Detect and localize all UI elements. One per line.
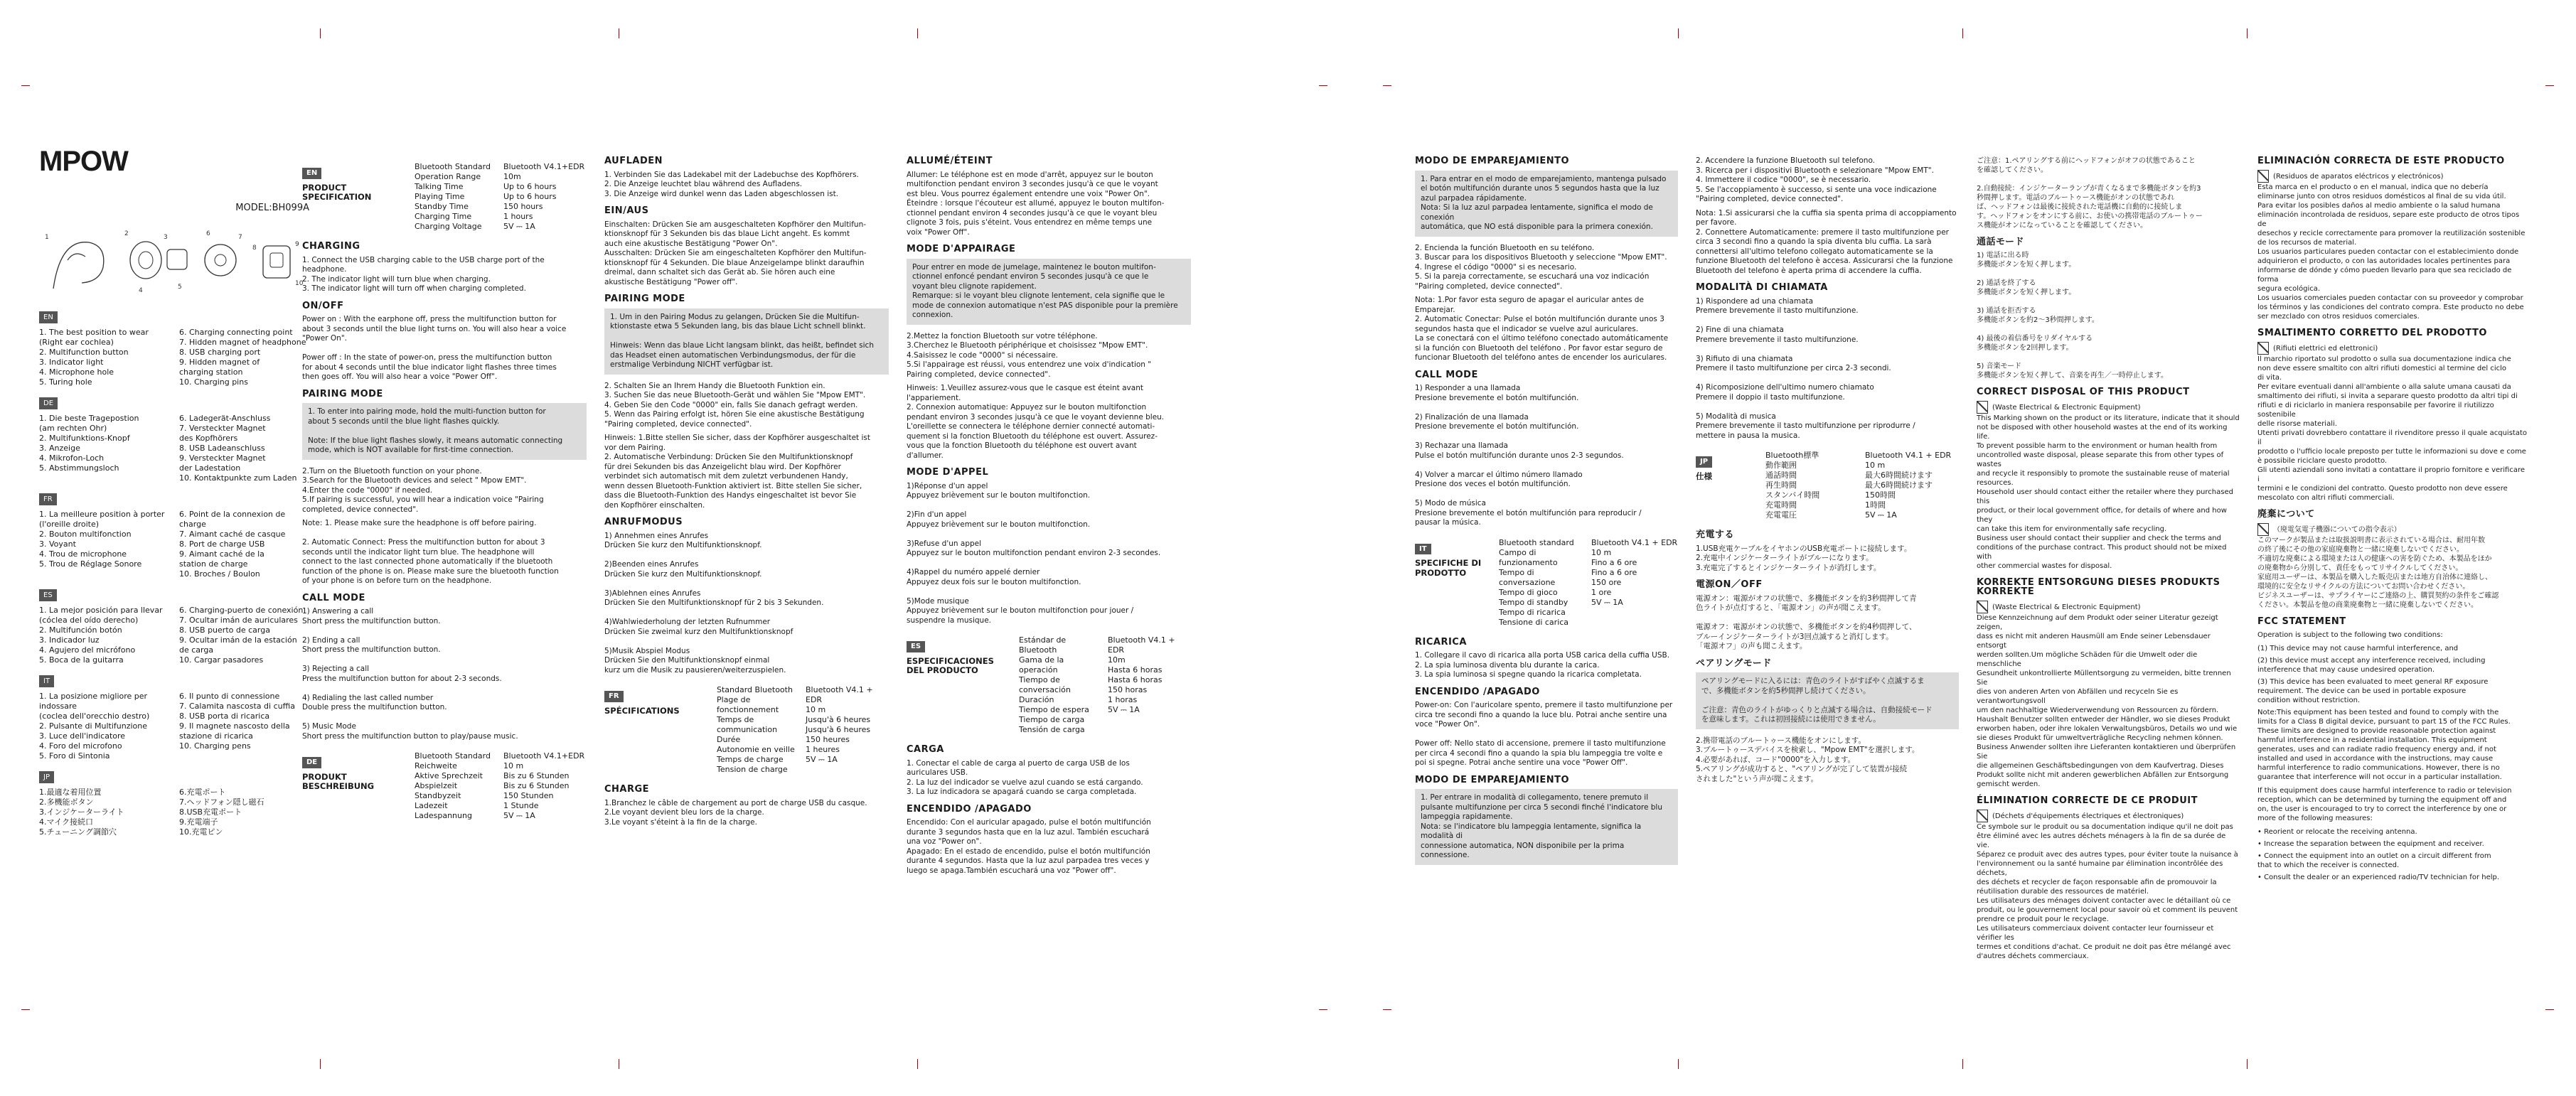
spec-label: PRODUCT SPECIFICATION: [302, 182, 372, 202]
note-text: Note: 1. Please make sure the headphone is off before pairing. 2. Automatic Connect: Press the multifunction button for about 3 seconds until the indicator light turn blue. The headphone will connect to the last connected phone automatically if the bluetooth function of the phone is on. Please make sure the bluetooth function of your phone is on before turn on the headphone.: [302, 519, 559, 585]
panel-french: [907, 156, 1191, 880]
llamada-text: 1) Responder a una llamada Presione brevemente el botón multifunción. 2) Finalización de una llamada Presione brevemente el botón multifunción. 3) Rechazar una llamada Pulse el botón multifunción durante unos 2-3 segundos. 4) Volver a marcar el último número llamado Presione dos veces el botón multifunción. 5) Modo de música Presione brevemente el botón multifunción para reproducir / pausar la música.: [1415, 384, 1642, 527]
call-text: 1) Answering a call Short press the multifunction button. 2) Ending a call Short press the multifunction button. 3) Rejecting a call Press the multifunction button for about 2-3 seconds. 4) Redialing the last called number Double press the multifunction button. 5) Music Mode Short press the multifunction button to play/pause music.: [302, 607, 518, 741]
lang-tag-es: ES: [39, 589, 57, 601]
section-heading: MODO DE EMPAREJAMIENTO: [1415, 156, 1570, 166]
nota-text: Nota: 1.Por favor esta seguro de apagar el auricular antes de Emparejar. 2. Automatic Conectar: Pulse el botón multifunción durante unos 3 segundos hasta que el indicador se vuelve azul auriculares. La se conectará con el último teléfono conectado automáticamente si la función con Bluetooth del teléfono . Por favor estar seguro de funcionar Bluetooth del teléfono antes de encender los auriculares.: [1415, 296, 1669, 362]
diagram-label: 3: [164, 234, 168, 241]
section-heading: MODE D'APPAIRAGE: [907, 244, 1016, 254]
spec-table-fr: FR SPÉCIFICATIONS Standard Bluetooth Plage de fonctionnement Temps de communication Durée Autonomie en veille Temps de charge Tension de charge Bluetooth V4.1 + EDR 10 m Jusqu'à 6 heures Jusqu'à 6 heures 150 heures 1 heures 5V ⎓ 1A: [604, 685, 873, 774]
section-heading: 電源ON／OFF: [1696, 579, 1763, 590]
hinweis-text: Hinweis: 1.Bitte stellen Sie sicher, dass der Kopfhörer ausgeschaltet ist vor dem Pairing. 2. Automatische Verbindung: Drücken Sie den Multifunktionsknopf für drei Sekunden bis das Anzeigelicht blau wird. Der Kopfhörer verbindet sich automatisch mit dem zuletzt verbundenen Handy, wenn dessen Bluetooth-Funktion aktiviert ist. Bitte stellen Sie sicher, dass die Bluetooth-Funktion des Handys eingeschaltet ist bevor Sie den Kopfhörer einschalten.: [604, 434, 870, 510]
onoff-text-jp: 電源オン：電源がオフの状態で、多機能ボタンを約3秒間押して青 色ライトが点灯すると、「電源オン」の声が聞こえます。 電源オフ：電源がオンの状態で、多機能ボタンを約4秒間押して、 ブルーインジケーターライトが3回点滅すると消灯します。 「電源オフ」の声も聞こえます。: [1696, 593, 1917, 650]
lang-tag-de: DE: [302, 757, 321, 768]
fcc-item: (1) This device may not cause harmful interference, and: [2257, 645, 2459, 652]
diagram-label: 10: [295, 280, 304, 287]
spec-label: 仕様: [1696, 471, 1712, 481]
pairing-note-box: 1. To enter into pairing mode, hold the multi-function button for about 5 seconds until the blue light flashes quickly. Note: If the blue light flashes slowly, it means automatic connecting mode, which is NOT available for first-time connection.: [302, 403, 587, 460]
diagram-label: 7: [238, 234, 242, 241]
section-heading: PAIRING MODE: [302, 388, 383, 399]
accoppiamento-text: 2. Accendere la funzione Bluetooth sul telefono. 3. Ricerca per i dispositivi Bluetooth e selezionare "Mpow EMT". 4. Immettere il codice "0000", se è necessario. 5. Se l'accoppiamento è successo, si sente una voce indicazione "Pairing completed, device connected".: [1696, 156, 1937, 203]
lang-tag-en: EN: [39, 311, 58, 323]
section-heading: RICARICA: [1415, 636, 1467, 648]
fcc-measure: • Consult the dealer or an experienced radio/TV technician for help.: [2257, 874, 2500, 881]
lang-tag-fr: FR: [39, 493, 57, 505]
note-text-jp: ご注意：1.ペアリングする前にヘッドフォンがオフの状態であること を確認してください。 2.自動接続：インジケーターランプが青くなるまで多機能ボタンを約3 秒間押します。電話のブルートゥース機能がオンの状態であれ ば、ヘッドフォンは最後に接続された電話機に自動的に接続しま す。ヘッドフォンをオンにする前に、お使いの携帯電話のブルートゥー ス機能がオンになっていることを確認してください。: [1977, 157, 2203, 230]
fcc-measure: • Reorient or relocate the receiving antenna.: [2257, 828, 2417, 836]
diagram-label: 8: [252, 245, 257, 252]
weee-bin-icon: [1977, 401, 1988, 414]
section-heading: FCC STATEMENT: [2257, 616, 2346, 627]
section-heading: 通話モード: [1977, 237, 2024, 247]
section-heading: MODE D'APPEL: [907, 467, 989, 478]
section-heading: ANRUFMODUS: [604, 517, 683, 527]
pairing-text: 2. Schalten Sie an Ihrem Handy die Bluetooth Funktion ein. 3. Suchen Sie das neue Bluetooth-Gerät und wählen Sie "Mpow EMT". 4. Geben Sie den Code "0000" ein, falls Sie danach gefragt werden. 5. Wenn das Pairing erfolgt ist, hören Sie eine akustische Bestätigung "Pairing completed, device connected".: [604, 381, 866, 429]
panel-spanish: [1415, 156, 1678, 872]
section-heading: CORRECT DISPOSAL OF THIS PRODUCT: [1977, 387, 2190, 397]
section-heading: SMALTIMENTO CORRETTO DEL PRODOTTO: [2257, 328, 2487, 338]
diagram-label: 6: [206, 230, 210, 237]
charging-text: 1. Connect the USB charging cable to the USB charge port of the headphone. 2. The indicator light will turn blue when charging. 3. The indicator light will turn off when charging completed.: [302, 255, 545, 293]
section-heading: EIN/AUS: [604, 205, 649, 216]
lang-tag-fr: FR: [604, 691, 624, 702]
call-text-jp: 1) 電話に出る時 多機能ボタンを短く押します。 2) 通話を終了する 多機能ボタンを短く押します。 3) 通話を拒否する 多機能ボタンを約2〜3秒間押します。 4) 最後の着信番号をリダイヤルする 多機能ボタンを2回押します。 5) 音楽モード 多機能ボタンを短く押して、音楽を再生／一時停止します。: [1977, 252, 2168, 380]
weee-bin-icon: [1977, 601, 1988, 613]
fcc-intro: Operation is subject to the following two conditions:: [2257, 631, 2443, 639]
lang-tag-jp: JP: [39, 771, 54, 783]
parts-list-fr: 1. La meilleure position à porter (l'oreille droite) 2. Bouton multifonction 3. Voyant 4. Trou de microphone 5. Trou de Réglage Sonore 6. Point de la connexion de charge 7. Aimant caché de casque 8. Port de charge USB 9. Aimant caché de la station de charge 10. Broches / Boulon: [39, 510, 286, 579]
anruf-text: 1) Annehmen eines Anrufes Drücken Sie kurz den Multifunktionsknopf. 2)Beenden eines Anrufes Drücken Sie kurz den Multifunktionsknopf. 3)Ablehnen eines Anrufes Drücken Sie den Multifunktionsknopf für 2 bis 3 Sekunden. 4)Wahlwiederholung der letzten Rufnummer Drücken Sie zweimal kurz den Multifunktionsknopf 5)Musik Abspiel Modus Drücken Sie den Multifunktionsknopf einmal kurz um die Musik zu pausieren/weiterzuspielen.: [604, 531, 824, 675]
remarque-text: Hinweis: 1.Veuillez assurez-vous que le casque est éteint avant l'appariement. 2. Connexion automatique: Appuyez sur le bouton multifonction pendant environ 3 secondes jusqu'à ce que le voyant devienne bleu. L'oreillette se connectera le téléphone dernier connecté automati- quement si la fonction Bluetooth du téléphone est ouvert. Assurez- vous que la fonction Bluetooth du téléphone est ouvert avant d'allumer.: [907, 384, 1165, 460]
panel-disposal-fcc: [2257, 156, 2528, 885]
section-heading: ALLUMÉ/ÉTEINT: [907, 156, 993, 166]
section-heading: CARGA: [907, 744, 944, 755]
lang-tag-es: ES: [907, 641, 925, 652]
disposal-text-es: (Residuos de aparatos eléctricos y electrónicos) Esta marca en el producto o en el manual, indica que no debería eliminarse junto con otros residuos domésticos al final de su vida útil. Para evitar los posibles daños al medio ambiente o la salud humana eliminación incontrolada de residuos, separe este producto de otros tipos de desechos y recicle correctamente para promover la reutilización sostenible de los recursos de material. Los usuarios particulares pueden contactar con el establecimiento donde adquirieron el producto, o con las autoridades locales pertinentes para informarse de dónde y cómo pueden llevarlo para que sea reciclado de forma segura ecológica. Los usuarios comerciales pueden contactar con su proveedor y comprobar los términos y las condiciones del contrato compra. Este producto no debe ser mezclado con otros residuos comerciales.: [2257, 170, 2528, 321]
weee-bin-icon: [2257, 170, 2269, 183]
weee-bin-icon: [2257, 523, 2269, 536]
spec-label: SPECIFICHE DI PRODOTTO: [1415, 558, 1482, 578]
lang-tag-jp: JP: [1696, 456, 1712, 468]
panel-german: [604, 156, 889, 832]
lang-tag-it: IT: [1415, 544, 1431, 555]
encendido-text: Encendido: Con el auricular apagado, pulse el botón multifunción durante 3 segundos hasta que en la luz azul. También escuchará una voz "Power on". Apagado: En el estado de encendido, pulse el botón multifunción durante 4 segundos. Hasta que la luz azul parpadea tres veces y luego se apaga.También escuchará una voz "Power off".: [907, 818, 1151, 875]
allume-text: Allumer: Le téléphone est en mode d'arrêt, appuyez sur le bouton multifonction pendant environ 3 secondes jusqu'à ce que le voyant est bleu. Vous pourrez également entendre une voix "Power On". Éteindre : lorsque l'écouteur est allumé, appuyez le bouton multifon- ctionnel pendant environ 4 secondes jusqu'à ce que le voyant bleu clignote 3 fois, puis s'éteint. Vous entendrez en même temps une voix "Power Off".: [907, 170, 1165, 237]
section-heading: ENCENDIDO /APAGADO: [1415, 686, 1540, 697]
pairing-note-box: 1. Per entrare in modalità di collegamento, tenere premuto il pulsante multifunzione per circa 5 secondi finché l'indicatore blu lampeggia rapidamente. Nota: se l'indicatore blu lampeggia lentamente, significa la modalità di connessione automatica, NON disponibile per la prima connessione.: [1415, 789, 1678, 865]
pairing-note-box: 1. Para entrar en el modo de emparejamiento, mantenga pulsado el botón multifunción durante unos 5 segundos hasta que la luz azul parpadea rápidamente. Nota: Si la luz azul parpadea lentamente, significa el modo de conexión automática, que NO está disponible para la primera conexión.: [1415, 171, 1678, 237]
model-number: MODEL:BH099A: [235, 203, 309, 213]
lang-tag-it: IT: [39, 675, 54, 687]
nota-text: Nota: 1.Si assicurarsi che la cuffia sia spenta prima di accoppiamento per favore. 2. Connettere Automaticamente: premere il tasto multifunzione per circa 3 secondi fino a quando la spia diventa blu cuffia. La sarà connettersi all'ultimo telefono collegato automaticamente se la funzione Bluetooth del telefono è accesa. Assicurarsi che la funzione Bluetooth del telefono è aperta prima di accendere la cuffia.: [1696, 208, 1957, 275]
acceso-text: Power-on: Con l'auricolare spento, premere il tasto multifunzione per circa tre secondi fino a quando la luce blu. Potrai anche sentire una voce "Power On". Power off: Nello stato di accensione, premere il tasto multifunzione per circa 4 secondi fino a quando la spia blu lampeggia tre volte e poi si spegne. Potrai anche sentire una voce "Power Off".: [1415, 701, 1673, 767]
diagram-label: 5: [178, 284, 182, 291]
spec-table-de: DE PRODUKT BESCHREIBUNG Bluetooth Standard Reichweite Aktive Sprechzeit Abspielzeit Standbyzeit Ladezeit Ladespannung Bluetooth V4.1+EDR 10 m Bis zu 6 Stunden Bis zu 6 Stunden 150 Stunden 1 Stunde 5V ⎓ 1A: [302, 751, 585, 820]
parts-list-jp: 1.最適な着用位置 2.多機能ボタン 3.インジケーターライト 4.マイク接続口 5.チューニング調節穴 6.充電ポート 7.ヘッドフォン隠し磁石 8.USB充電ポート 9.充電端子 10.充電ピン: [39, 788, 264, 837]
lang-tag-en: EN: [302, 168, 321, 179]
panel-parts: [39, 146, 309, 842]
pairing-text-jp: 2.携帯電話のブルートゥース機能をオンにします。 3.ブルートゥースデバイスを検索し、"Mpow EMT"を選択します。 4.必要があれば、コード"0000"を入力します。 5.ペアリングが成功すると、"ペアリングが完了して装置が接続 されました"という声が聞こえます。: [1696, 736, 1920, 783]
onoff-text: Power on : With the earphone off, press the multifunction button for about 3 seconds until the blue light turns on. You will also hear a voice "Power On". Power off : In the state of power-on, press the multifunction button for about 4 seconds until the blue indicator light flashes three times then goes off. You will also hear a voice "Power Off".: [302, 315, 567, 381]
disposal-text-fr: (Déchets d'équipements électriques et électroniques) Ce symbole sur le produit ou sa documentation indique qu'il ne doit pas être éliminé avec les autres déchets ménagers à la fin de sa durée de vie. Séparez ce produit avec des autres types, pour éviter toute la nuisance à l'environnement ou la santé humaine par élimination incontrôlée des déchets, des déchets et recycler de façon responsable afin de promouvoir la réutilisation durable des ressources de matériel. Les utilisateurs des ménages doivent contacter avec le détaillant où ce produit, ou le gouvernement local pour savoir où et comment ils peuvent prendre ce produit pour le recyclage. Les utilisateurs commerciaux doivent contacter leur fournisseur et vérifier les termes et conditions d'achat. Ce produit ne doit pas être mélangé avec d'autres déchets commerciaux.: [1977, 810, 2240, 961]
fcc-note: Note:This equipment has been tested and found to comply with the limits for a Class B digital device, pursuant to part 15 of the FCC Rules. These limits are designed to provide reasonable protection against harmful interference in a residential installation. This equipment generates, uses and can radiate radio frequency energy and, if not installed and used in accordance with the instructions, may cause harmful interference to radio communications. However, there is no guarantee that interference will not occur in a particular installation.: [2257, 709, 2511, 781]
fcc-item: (3) This device has been evaluated to meet general RF exposure requirement. The device can be used in portable exposure condition without restriction.: [2257, 678, 2489, 704]
section-heading: CALL MODE: [1415, 369, 1478, 380]
diagram-label: 1: [45, 234, 49, 241]
section-heading: 充電する: [1696, 530, 1735, 540]
panel-japanese-disposal: [1977, 156, 2240, 965]
carga-text: 1. Conectar el cable de carga al puerto de carga USB de los auriculares USB. 2. La luz del indicador se vuelve azul cuando se está cargando. 3. La luz indicadora se apagará cuando se carga completada.: [907, 758, 1143, 796]
section-heading: AUFLADEN: [604, 156, 663, 166]
ricarica-text: 1. Collegare il cavo di ricarica alla porta USB carica della cuffia USB. 2. La spia luminosa diventa blu durante la carica. 3. La spia luminosa si spegne quando la ricarica completata.: [1415, 651, 1670, 679]
spec-label: PRODUKT BESCHREIBUNG: [302, 771, 375, 791]
charge-text-jp: 1.USB充電ケーブルをイヤホンのUSB充電ポートに接続します。 2.充電中インジケーターライトがブルーになります。 3.充電完了するとインジケーターライトが消灯します。: [1696, 544, 1912, 572]
disposal-text-en: (Waste Electrical & Electronic Equipment) This Marking shown on the product or its literature, indicate that it should not be disposed with other household wastes at the end of its working life. To prevent possible harm to the environment or human health from uncontrolled waste disposal, please separate this from other types of wastes and recycle it responsibly to promote the sustainable reuse of material resources. Household user should contact either the retailer where they purchased this product, or their local government office, for details of where and how they can take this item for environmentally safe recycling. Business user should contact their supplier and check the terms and conditions of the purchase contract. This product should not be mixed with other commercial wastes for disposal.: [1977, 401, 2240, 571]
einaus-text: Einschalten: Drücken Sie am ausgeschalteten Kopfhörer den Multifun- ktionsknopf für 3 Sekunden bis das blaue Licht angeht. Es kommt auch eine akustische Bestätigung "Power On". Ausschalten: Drücken Sie am eingeschalteten Kopfhörer den Multifun- ktionsknopf für 4 Sekunden. Die blaue Anzeigelampe blinkt daraufhin dreimal, dann schaltet sich das Gerät ab. Sie hören auch eine akustische Bestätigung "Power off".: [604, 220, 867, 286]
pairing-note-box: 1. Um in den Pairing Modus zu gelangen, Drücken Sie die Multifun- ktionstaste etwa 5 Sekunden lang, bis das blaue Licht schnell blinkt. Hinweis: Wenn das blaue Licht langsam blinkt, das heißt, befindet sich das Headset einen automatischen Verbindungsmodus, der für die erstmalige Verbindung NICHT verfügbar ist.: [604, 308, 889, 375]
spec-table-en: EN PRODUCT SPECIFICATION Bluetooth Standard Operation Range Talking Time Playing Time Standby Time Charging Time Charging Voltage Bluetooth V4.1+EDR 10m Up to 6 hours Up to 6 hours 150 hours 1 hours 5V ⎓ 1A: [302, 162, 585, 231]
section-heading: MODO DE EMPAREJAMIENTO: [1415, 774, 1570, 785]
pairing-text: 2.Turn on the Bluetooth function on your phone. 3.Search for the Bluetooth devices and select " Mpow EMT". 4.Enter the code "0000" if needed. 5.If pairing is successful, you will hear a indication voice "Pairing completed, device connected".: [302, 466, 544, 514]
section-heading: CHARGING: [302, 241, 360, 252]
fcc-if: If this equipment does cause harmful interference to radio or television reception, which can be determined by turning the equipment off and on, the user is encouraged to try to correct the interference by one or more of the following measures:: [2257, 787, 2512, 822]
section-heading: CHARGE: [604, 784, 650, 795]
section-heading: ÉLIMINATION CORRECTE DE CE PRODUIT: [1977, 795, 2198, 806]
diagram-label: 4: [139, 287, 143, 294]
lang-tag-de: DE: [39, 397, 58, 409]
parts-list-de: 1. Die beste Tragepostion (am rechten Ohr) 2. Multifunktions-Knopf 3. Anzeige 4. Mikrofon-Loch 5. Abstimmungsloch 6. Ladegerät-Anschluss 7. Versteckter Magnet des Kopfhörers 8. USB Ladeanschluss 9. Versteckter Magnet der Ladestation 10. Kontaktpunkte zum Laden: [39, 414, 297, 483]
panel-italian: [1696, 156, 1959, 788]
pairing-note-box: Pour entrer en mode de jumelage, maintenez le bouton multifon- ctionnel enfoncé pendant environ 5 secondes jusqu'à ce que le voyant bleu clignote rapidement. Remarque: si le voyant bleu clignote lentement, cela signifie que le mode de connexion automatique n'est PAS disponible pour la première connexion.: [907, 259, 1191, 325]
parts-list-it: 1. La posizione migliore per indossare (coclea dell'orecchio destro) 2. Pulsante di Multifunzione 3. Luce dell'indicatore 4. Foro del microfono 5. Foro di Sintonia 6. Il punto di connessione 7. Calamita nascosta di cuffia 8. USB porta di ricarica 9. Il magnete nascosto della stazione di ricarica 10. Charging pens: [39, 692, 295, 761]
fcc-item: (2) this device must accept any interference received, including interference that may cause undesired operation.: [2257, 657, 2486, 674]
disposal-text-de: (Waste Electrical & Electronic Equipment) Diese Kennzeichnung auf dem Produkt oder seiner Literatur gezeigt zeigen, dass es nicht mit anderen Hausmüll am Ende seiner Lebensdauer entsorgt werden sollten.Um mögliche Schäden für die Umwelt oder die menschliche Gesundheit unkontrollierte Müllentsorgung zu vermeiden, bitte trennen Sie dies von anderen Arten von Abfällen und recyceln Sie es verantwortungsvoll um den nachhaltige Wiederverwendung von Ressourcen zu fördern. Haushalt Benutzer sollten entweder der Händler, wo sie dieses Produkt erworben haben, oder ihre lokalen Verwaltungsbüros, Details wo und wie sie dieses Produkt für umweltverträgliche Recycling nehmen können. Business Anwender sollten ihre Lieferanten kontaktieren und überprüfen Sie die allgemeinen Geschäftsbedingungen von dem Kaufvertrag. Dieses Produkt sollte nicht mit anderen gewerblichen Abfällen zur Entsorgung gemischt werden.: [1977, 601, 2240, 789]
section-heading: ペアリングモード: [1696, 657, 1772, 669]
parts-list-en: 1. The best position to wear (Right ear cochlea) 2. Multifunction button 3. Indicator light 4. Microphone hole 5. Turing hole 6. Charging connecting point 7. Hidden magnet of headphone 8. USB charging port 9. Hidden magnet of charging station 10. Charging pins: [39, 328, 306, 387]
appairage-text: 2.Mettez la fonction Bluetooth sur votre téléphone. 3.Cherchez le Bluetooth périphérique et choisissez "Mpow EMT". 4.Saisissez le code "0000" si nécessaire. 5.Si l'appairage est réussi, vous entendrez une voix d'indication " Pairing completed, device connected".: [907, 331, 1152, 379]
disposal-text-it: (Rifiuti elettrici ed elettronici) Il marchio riportato sul prodotto o sulla sua documentazione indica che non deve essere smaltito con altri rifiuti domestici al termine del ciclo di vita. Per evitare eventuali danni all'ambiente o alla salute umana causati da smaltimento dei rifiuti, si invita a separare questo prodotto da altri tipi di rifiuti e di riciclarlo in maniera responsabile per favorire il riutilizzo sostenibile delle risorse materiali. Utenti privati dovrebbero contattare il rivenditore presso il quale acquistato il prodotto o l'ufficio locale preposto per tutte le informazioni su dove e come è possibile riciclare questo prodotto. Gli utenti aziendali sono invitati a contattare il proprio fornitore e verificare i termini e le condizioni del contratto. Questo prodotto non deve essere mescolato con altri rifiuti commerciali.: [2257, 342, 2528, 503]
section-heading: KORREKTE ENTSORGUNG DIESES PRODUKTS KORREKTE: [1977, 577, 2220, 597]
product-diagram: [39, 217, 309, 303]
section-heading: PAIRING MODE: [604, 294, 685, 304]
fcc-measure: • Connect the equipment into an outlet on a circuit different from that to which the receiver is connected.: [2257, 852, 2491, 869]
chiamata-text: 1) Rispondere ad una chiamata Premere brevemente il tasto multifunzione. 2) Fine di una chiamata Premere brevemente il tasto multifunzione. 3) Rifiuto di una chiamata Premere il tasto multifunzione per circa 2-3 secondi. 4) Ricomposizione dell'ultimo numero chiamato Premere il doppio il tasto multifunzione. 5) Modalità di musica Premere brevemente il tasto multifunzione per riprodurre / mettere in pausa la musica.: [1696, 296, 1915, 440]
section-heading: MODALITÀ DI CHIAMATA: [1696, 282, 1828, 293]
panel-english: [302, 156, 587, 831]
parts-list-es: 1. La mejor posición para llevar (cóclea del oído derecho) 2. Multifunción botón 3. Indicador luz 4. Agujero del micrófono 5. Boca de la guitarra 6. Charging-puerto de conexión 7. Ocultar imán de auriculares 8. USB puerto de carga 9. Ocultar imán de la estación de carga 10. Cargar pasadores: [39, 606, 304, 665]
emparejamiento-text: 2. Encienda la función Bluetooth en su teléfono. 3. Buscar para los dispositivos Bluetooth y seleccione "Mpow EMT". 4. Ingrese el código "0000" si es necesario. 5. Si la pareja correctamente, se escuchará una voz indicación "Pairing completed, device connected".: [1415, 243, 1667, 291]
brand-logo: MPOW: [39, 146, 128, 177]
spec-table-it: IT SPECIFICHE DI PRODOTTO Bluetooth standard Campo di funzionamento Tempo di conversazione Tempo di gioco Tempo di standby Tempo di ricarica Tensione di carica Bluetooth V4.1 + EDR 10 m Fino a 6 ore Fino a 6 ore 150 ore 1 ore 5V ⎓ 1A: [1415, 537, 1678, 627]
section-heading: 廃棄について: [2257, 509, 2315, 520]
spec-table-es: ES ESPECIFICACIONES DEL PRODUCTO Estándar de Bluetooth Gama de la operación Tiempo de conversación Duración Tiempo de espera Tiempo de carga Tensión de carga Bluetooth V4.1 + EDR 10m Hasta 6 horas Hasta 6 horas 150 horas 1 horas 5V ⎓ 1A: [907, 635, 1175, 734]
spec-label: SPÉCIFICATIONS: [604, 705, 680, 716]
disposal-text-jp: （廃電気電子機器についての指令表示） このマークが製品または取扱説明書に表示されている場合は、耐用年数 の終了後にその他の家庭廃棄物と一緒に廃棄しないでください。 不適切な廃棄による環境または人の健康への害を防ぐため、本製品をほか の廃棄物から分別して、責任をもってリサイクルしてください。 家庭用ユーザーは、本製品を購入した販売店または地方自治体に連絡し、 環境的に安全なリサイクルの方法についてお問い合わせください。 ビジネスユーザーは、サプライヤーにご連絡の上、購買契約の条件をご確認 ください。本製品を他の商業廃棄物と一緒に廃棄しないでください。: [2257, 523, 2528, 610]
appel-text: 1)Réponse d'un appel Appuyez brièvement sur le bouton multifonction. 2)Fin d'un appel Appuyez brièvement sur le bouton multifonction. 3)Refuse d'un appel Appuyez sur le bouton multifonction pendant environ 2-3 secondes. 4)Rappel du numéro appelé dernier Appuyez deux fois sur le bouton multifonction. 5)Mode musique Appuyez brièvement sur le bouton multifonction pour jouer / suspendre la musique.: [907, 481, 1161, 625]
weee-bin-icon: [1977, 810, 1988, 822]
spec-label: ESPECIFICACIONES DEL PRODUCTO: [907, 655, 994, 675]
section-heading: ELIMINACIÓN CORRECTA DE ESTE PRODUCTO: [2257, 156, 2505, 166]
spec-table-jp: JP 仕様 Bluetooth標準 動作範囲 通話時間 再生時間 スタンバイ時間 充電時間 充電電圧 Bluetooth V4.1 + EDR 10 m 最大6時間続けます 最大6時間続けます 150時間 1時間 5V ⎓ 1A: [1696, 451, 1952, 520]
pairing-note-box: ペアリングモードに入るには：青色のライトがすばやく点滅するま で、多機能ボタンを約5秒間押し続けてください。 ご注意：青色のライトがゆっくりと点滅する場合は、自動接続モード を意味します。これは初回接続には使用できません。: [1696, 672, 1959, 729]
weee-bin-icon: [2257, 342, 2269, 355]
charge-text: 1.Branchez le câble de chargement au port de charge USB du casque. 2.Le voyant devient bleu lors de la charge. 3.Le voyant s'éteint à la fin de la charge.: [604, 798, 867, 827]
diagram-label: 9: [295, 241, 299, 248]
aufladen-text: 1. Verbinden Sie das Ladekabel mit der Ladebuchse des Kopfhörers. 2. Die Anzeige leuchtet blau während des Aufladens. 3. Die Anzeige wird dunkel wenn das Laden abgeschlossen ist.: [604, 170, 859, 198]
section-heading: ENCENDIDO /APAGADO: [907, 803, 1032, 815]
section-heading: CALL MODE: [302, 592, 365, 603]
fcc-measure: • Increase the separation between the equipment and receiver.: [2257, 840, 2484, 848]
section-heading: ON/OFF: [302, 300, 344, 311]
diagram-label: 2: [124, 230, 129, 237]
